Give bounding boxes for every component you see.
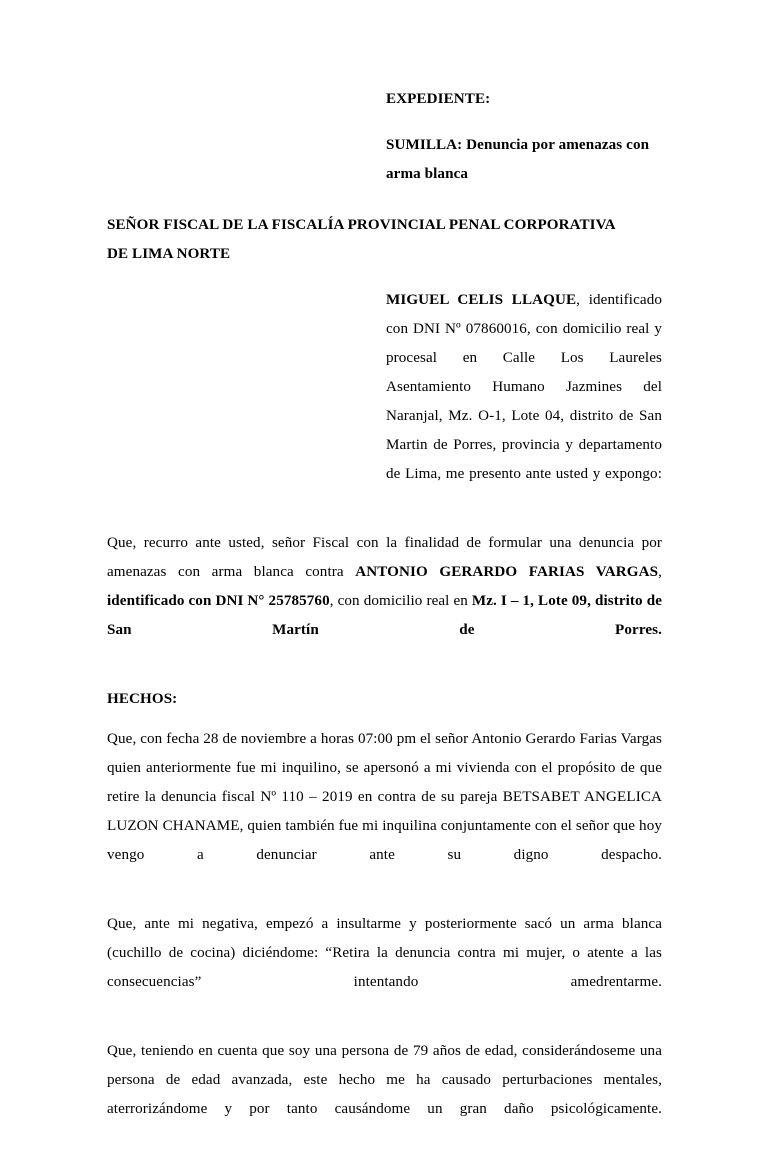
spacer — [107, 518, 662, 529]
intro-part-1: Que, recurro ante usted, señor Fiscal con la finalidad de formular una denuncia por amenazas con arma blanca contra — [107, 535, 662, 580]
spacer — [107, 189, 662, 211]
intro-paragraph — [107, 529, 662, 674]
expediente-label: EXPEDIENTE: — [386, 91, 491, 107]
sumilla-text: Denuncia por amenazas con — [466, 137, 650, 153]
addressee-line-2: DE LIMA NORTE — [107, 246, 231, 262]
accused-name: ANTONIO GERARDO FARIAS VARGAS — [355, 564, 659, 580]
petitioner-block — [386, 286, 662, 518]
intro-part-3: , con domicilio real en — [329, 593, 472, 609]
hechos-label: HECHOS: — [107, 691, 178, 707]
header-indent-block — [386, 85, 662, 189]
sumilla-line — [386, 131, 662, 160]
sumilla-text-line2: arma blanca — [386, 166, 469, 182]
accused-address: Mz. I – 1, Lote 09, distrito de San Martín de Porres. — [107, 593, 662, 638]
spacer — [107, 1026, 662, 1037]
hechos-paragraph-1: Que, con fecha 28 de noviembre a horas 07:00 pm el señor Antonio Gerardo Farias Vargas quien anteriormente fue mi inquilino, se apersonó a mi vivienda con el propósito de que retire la denuncia fiscal Nº 110 – 2019 en contra de su pareja BETSABET ANGELICA LUZON CHANAME, quien también fue mi inquilina conjuntamente con el señor que hoy vengo a denunciar ante su digno despacho. — [107, 731, 662, 863]
petitioner-details: , identificado con DNI Nº 07860016, con domicilio real y procesal en Calle Los Laureles Asentamiento Humano Jazmines del Naranjal, Mz. O-1, Lote 04, distrito de San Martin de Porres, provincia y departamento de Lima, me presento ante usted y expongo: — [386, 292, 662, 482]
spacer — [107, 714, 662, 725]
intro-part-2: , — [658, 564, 663, 580]
addressee-heading — [107, 211, 662, 269]
addressee-line-1: SEÑOR FISCAL DE LA FISCALÍA PROVINCIAL PENAL CORPORATIVA — [107, 217, 616, 233]
petitioner-name: MIGUEL CELIS LLAQUE — [386, 292, 577, 308]
accused-id: identificado con DNI N° 25785760 — [107, 593, 330, 609]
sumilla-label: SUMILLA: — [386, 137, 463, 153]
hechos-paragraph-2: Que, ante mi negativa, empezó a insultarme y posteriormente sacó un arma blanca (cuchillo de cocina) diciéndome: “Retira la denuncia contra mi mujer, o atente a las consecuencias” intentando amedrentarme. — [107, 916, 662, 990]
spacer — [386, 114, 662, 131]
spacer — [107, 674, 662, 685]
spacer — [107, 899, 662, 910]
spacer — [107, 269, 662, 286]
hechos-paragraph-3: Que, teniendo en cuenta que soy una persona de 79 años de edad, considerándoseme una persona de edad avanzada, este hecho me ha causado perturbaciones mentales, aterrorizándome y por tanto causándome un gran daño psicológicamente. — [107, 1043, 662, 1117]
petitioner-paragraph — [386, 286, 662, 518]
